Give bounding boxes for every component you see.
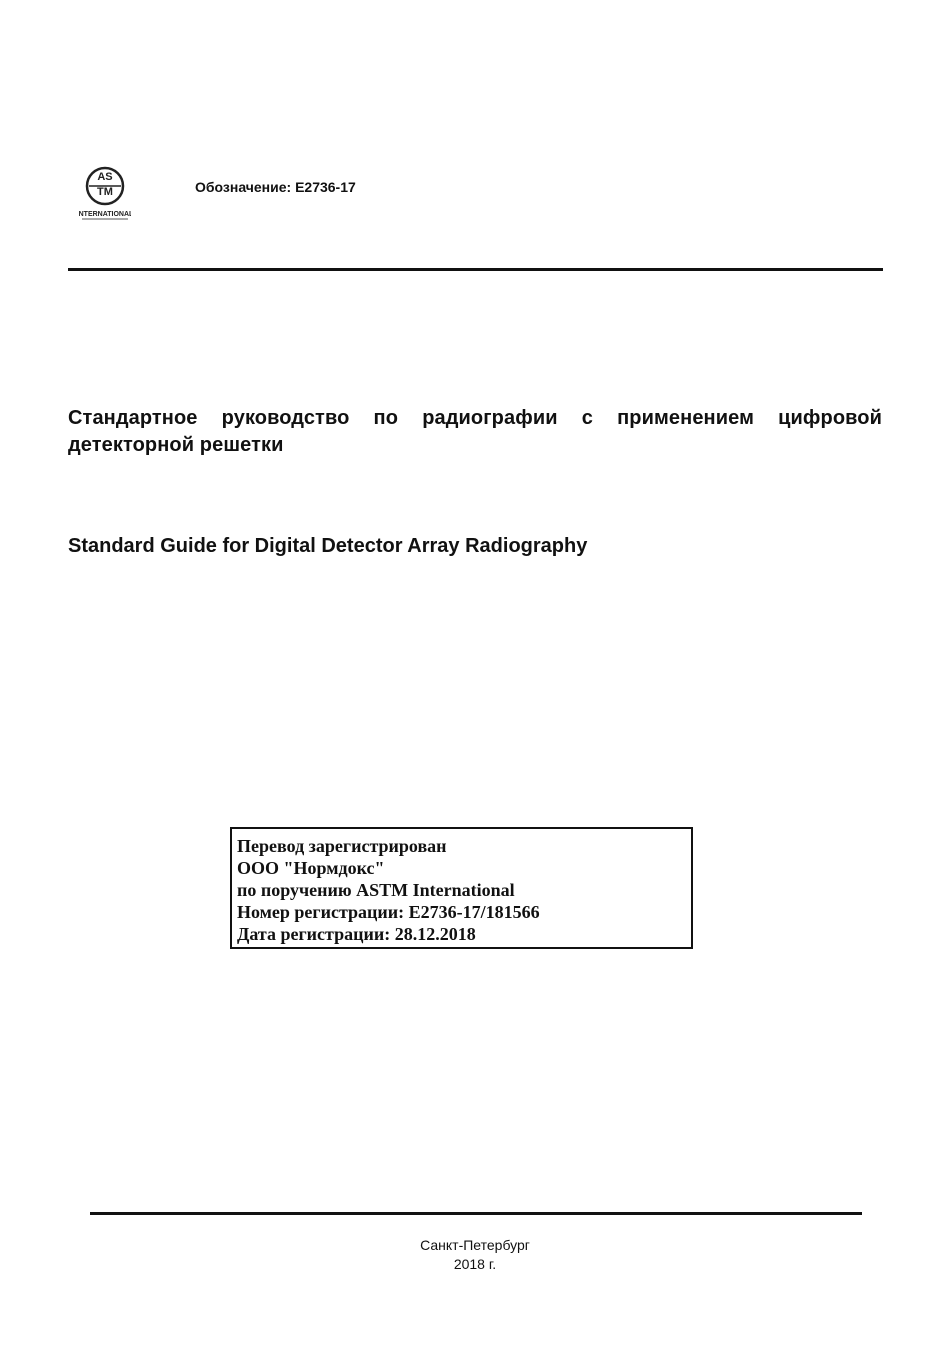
registration-box: [230, 827, 693, 949]
footer-city: Санкт-Петербург: [420, 1237, 530, 1253]
astm-logo-icon: [79, 164, 131, 222]
svg-text:TM: TM: [97, 186, 113, 198]
header-divider: [68, 268, 883, 271]
registration-date: Дата регистрации: 28.12.2018: [237, 924, 476, 944]
registration-line: Перевод зарегистрирован: [237, 836, 447, 856]
registration-line: ООО "Нормдокс": [237, 858, 385, 878]
document-title-ru: Стандартное руководство по радиографии с применением цифровой детекторной решетки: [68, 407, 882, 456]
registration-number: Номер регистрации: E2736-17/181566: [237, 902, 540, 922]
document-title-en: Standard Guide for Digital Detector Array Radiography: [68, 535, 588, 557]
svg-text:AS: AS: [97, 171, 113, 183]
svg-text:INTERNATIONAL: INTERNATIONAL: [79, 211, 131, 218]
document-designation: Обозначение: E2736-17: [195, 179, 356, 195]
registration-line: по поручению ASTM International: [237, 880, 515, 900]
footer-divider: [90, 1212, 862, 1215]
footer-year: 2018 г.: [453, 1256, 497, 1272]
